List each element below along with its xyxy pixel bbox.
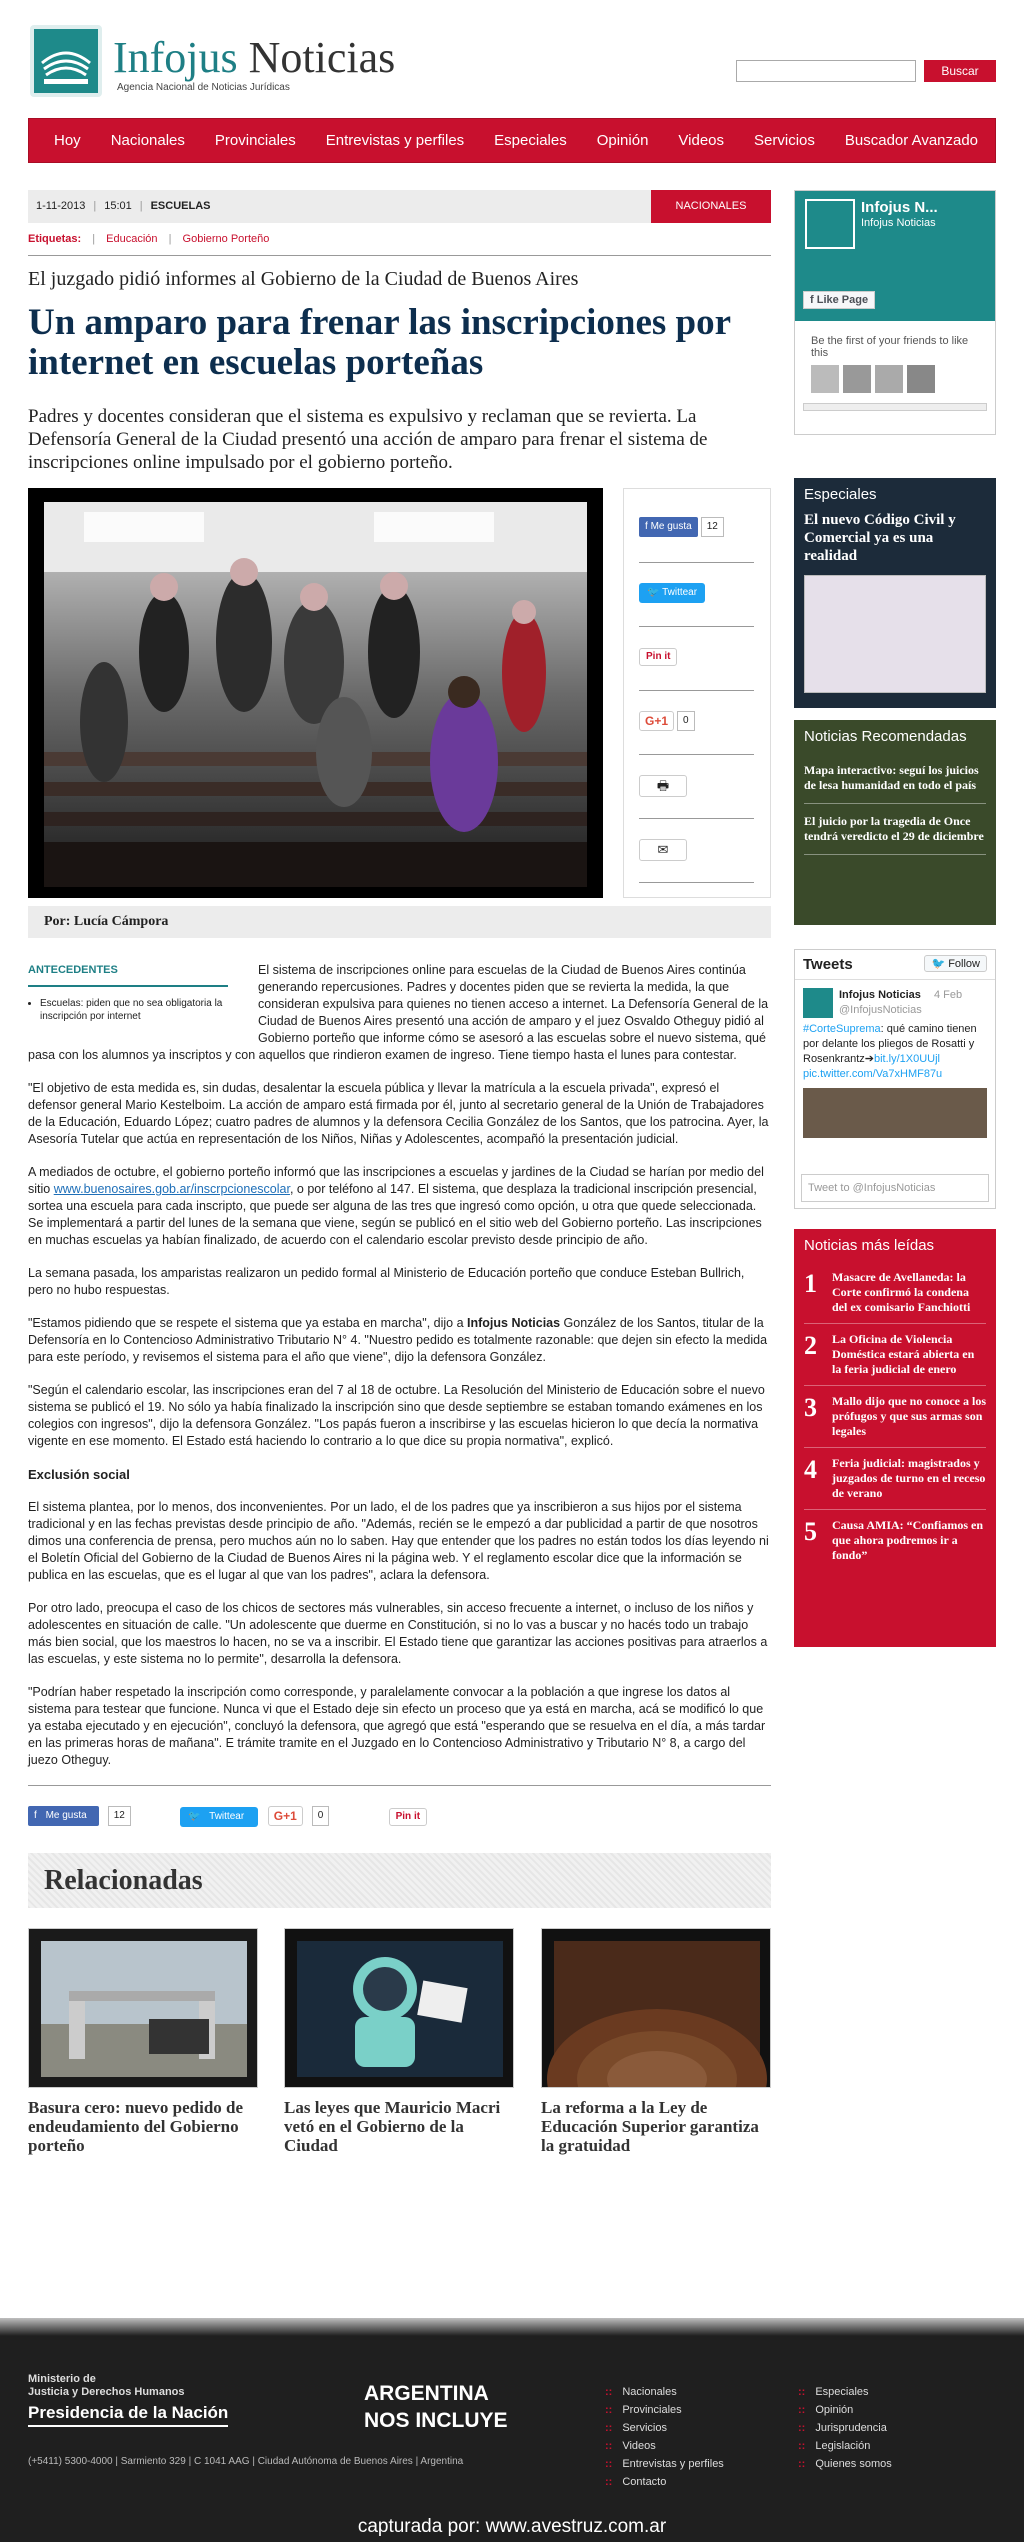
mas-leidas-title: Noticias más leídas <box>804 1237 935 1254</box>
paragraph: "Estamos pidiendo que se respete el sistema que ya estaba en marcha", dijo a Infojus Noticias González de los Santos, titular de la Defensoría en lo Contencioso Administrativo Tributario N° 4. "Nuestro pedido es totalmente razonable: que dejen sin efecto la medida para este período, y revisemos el sistema para el año que viene", dijo la defensora González. <box>28 1316 768 1364</box>
footer-gradient <box>0 2318 1024 2336</box>
media-row <box>28 488 771 898</box>
main-nav <box>28 118 996 163</box>
tweet-date: 4 Feb <box>933 989 963 1001</box>
print-icon[interactable]: 🖶 <box>639 775 687 797</box>
tweet <box>795 980 995 1146</box>
footer-link[interactable]: :: Provinciales <box>605 2401 724 2419</box>
article-column <box>28 190 771 2168</box>
related-title[interactable]: Las leyes que Mauricio Macri vetó en el Gobierno de la Ciudad <box>284 2098 501 2155</box>
mas-leida-item[interactable] <box>804 1510 986 1571</box>
footer-links-col2 <box>798 2383 892 2473</box>
nav-item-hoy[interactable]: Hoy <box>54 132 81 149</box>
related-title[interactable]: La reforma a la Ley de Educación Superior garantiza la gratuidad <box>541 2098 759 2155</box>
article-body <box>28 962 771 1769</box>
relacionadas-grid <box>28 1928 771 2168</box>
sidebar <box>794 190 996 1647</box>
rank-number: 2 <box>804 1331 817 1360</box>
tag-educacion[interactable]: Educación <box>106 233 158 245</box>
pin-it-button-bottom[interactable]: Pin it <box>389 1808 427 1826</box>
relacionadas-title: Relacionadas <box>28 1853 771 1908</box>
rank-title[interactable]: La Oficina de Violencia Doméstica estará abierta en la feria judicial de enero <box>832 1332 975 1376</box>
article-date: 1-11-2013 <box>36 200 86 212</box>
article-time: 15:01 <box>104 200 132 212</box>
facebook-page-widget <box>794 190 996 435</box>
nav-item-buscador[interactable]: Buscador Avanzado <box>844 132 979 149</box>
nav-item-nacionales[interactable]: Nacionales <box>110 132 185 149</box>
astronaut-veto-image <box>284 1928 514 2088</box>
footer-link[interactable]: :: Opinión <box>798 2401 892 2419</box>
fb-friends-avatars <box>795 359 995 399</box>
article-lead: Padres y docentes consideran que el sistema es expulsivo y reclaman que se revierta. La Defensoría General de la Ciudad presentó una acción de amparo para frenar el sistema de inscripciones online impulsado por el gobierno porteño. <box>28 406 708 473</box>
site-footer <box>0 2318 1024 2542</box>
chamber-image <box>541 1928 771 2088</box>
especiales-box[interactable] <box>794 478 996 708</box>
logo-subtitle: Agencia Nacional de Noticias Jurídicas <box>117 82 290 93</box>
tweet-pic-link[interactable]: pic.twitter.com/Va7xHMF87u <box>803 1068 943 1080</box>
article-headline: Un amparo para frenar las inscripciones por internet en escuelas porteñas <box>28 302 731 383</box>
google-plus-button[interactable]: G+1 <box>639 711 674 731</box>
mas-leida-item[interactable] <box>804 1324 986 1386</box>
recomendada-link[interactable]: Mapa interactivo: seguí los juicios de lesa humanidad en todo el país <box>804 753 986 804</box>
google-plus-count-bottom: 0 <box>312 1806 330 1826</box>
facebook-cover <box>795 191 995 321</box>
google-plus-count: 0 <box>677 711 695 731</box>
mas-leida-item[interactable] <box>804 1262 986 1324</box>
share-facebook <box>639 499 754 563</box>
truck-image <box>28 1928 258 2088</box>
nav-item-entrevistas[interactable]: Entrevistas y perfiles <box>325 132 465 149</box>
footer-link[interactable]: :: Quienes somos <box>798 2455 892 2473</box>
related-card[interactable] <box>284 1928 514 2155</box>
nav-item-videos[interactable]: Videos <box>678 132 725 149</box>
paragraph: Por otro lado, preocupa el caso de los chicos de sectores más vulnerables, sin acceso frecuente a internet, o incluso de los niños y adolescentes en situación de calle. "Un adolescente que duerme en Constitución, si no lo vas a buscar y no hacés todo un trabajo más bien social, que los maestros lo hacen, no se va a inscribir. El Estado tiene que garantizar las acciones positivas para atraerlos a las escuelas, y este sistema no lo permite", desarrolla la defensora. <box>28 1601 768 1666</box>
related-card[interactable] <box>28 1928 258 2155</box>
twitter-bird-icon: 🐦 <box>931 958 946 970</box>
recomendadas-box <box>794 720 996 925</box>
search-input[interactable] <box>736 60 916 82</box>
footer-link[interactable]: :: Entrevistas y perfiles <box>605 2455 724 2473</box>
inscripcion-link[interactable]: www.buenosaires.gob.ar/inscrpcionescolar <box>53 1182 290 1196</box>
tweet-handle: @InfojusNoticias <box>839 1004 922 1016</box>
share-email <box>639 819 754 883</box>
rank-number: 3 <box>804 1393 817 1422</box>
captured-by-watermark: capturada por: www.avestruz.com.ar <box>357 2516 667 2537</box>
tweet-link[interactable]: bit.ly/1X0UUjl <box>873 1053 940 1065</box>
footer-links-col1 <box>605 2383 724 2491</box>
tweet-text: : qué camino tienen por delante los pliegos de Rosatti y Rosenkrantz➔ <box>803 1023 977 1065</box>
footer-link[interactable]: :: Nacionales <box>605 2383 724 2401</box>
nav-item-opinion[interactable]: Opinión <box>596 132 649 149</box>
share-box <box>623 488 771 898</box>
widget-scrollbar[interactable] <box>803 403 987 411</box>
share-google <box>639 691 754 755</box>
subhead: Exclusión social <box>28 1467 130 1482</box>
article-kicker: El juzgado pidió informes al Gobierno de la Ciudad de Buenos Aires <box>28 268 579 290</box>
paragraph: El sistema plantea, por lo menos, dos inconvenientes. Por un lado, el de los padres que ya inscribieron a sus hijos por el sistema tradicional y en las fechas previstas desde principio de año. "Además, recién se le empezó a dar publicidad a partir de que nosotros dimos una conferencia de prensa, pero muchos aún no lo saben. Hay que entender que los padres no están todos los días leyendo ni el Boletín Oficial del Gobierno de la Ciudad de Buenos Aires ni la página web. Y el reglamento escolar dice que la información se publica en las escuelas, que es el lugar al que van los padres", aclara la defensora. <box>28 1500 769 1582</box>
fb-friends-text: Be the first of your friends to like this <box>811 335 969 359</box>
footer-link[interactable]: :: Videos <box>605 2437 724 2455</box>
book-logo-icon <box>30 25 102 97</box>
nav-item-provinciales[interactable]: Provinciales <box>214 132 296 149</box>
facebook-icon: f <box>810 294 814 306</box>
footer-link[interactable]: :: Legislación <box>798 2437 892 2455</box>
share-twitter <box>639 563 754 627</box>
paragraph: "Según el calendario escolar, las inscripciones eran del 7 al 18 de octubre. La Resolución del Ministerio de Educación sobre el nuevo sistema se publicó el 19. No sólo ya había finalizado la inscripción sino que desde septiembre se estaban tomando exámenes en los colegios con ingresos", dijo la defensora González. "Los papás fueron a inscribirse y las escuelas hicieron lo que decía la normativa vigente en ese momento. El Estado está haciendo lo contrario a lo que dice su propia normativa", explicó. <box>28 1383 765 1448</box>
tweets-title: Tweets <box>803 956 853 973</box>
rank-title[interactable]: Mallo dijo que no conoce a los prófugos y que sus armas son legales <box>832 1394 987 1438</box>
fb-page-name[interactable]: Infojus N... <box>861 199 938 216</box>
ministry-logo[interactable]: Ministerio de Justicia y Derechos Humanos <box>28 2373 185 2398</box>
fb-page-likes: Infojus Noticias <box>861 217 936 229</box>
presidencia-logo[interactable]: Presidencia de la Nación <box>28 2403 228 2427</box>
facebook-like-button[interactable]: f Me gusta <box>639 517 698 537</box>
book-logo-icon <box>805 199 855 249</box>
footer-contact: (+5411) 5300-4000 | Sarmiento 329 | C 1041 AAG | Ciudad Autónoma de Buenos Aires | Argentina <box>28 2456 464 2467</box>
footer-link[interactable]: :: Servicios <box>605 2419 724 2437</box>
nav-item-servicios[interactable]: Servicios <box>754 132 815 149</box>
article-category[interactable]: ESCUELAS <box>150 200 211 212</box>
students-stairs-image <box>44 502 587 887</box>
email-icon[interactable]: ✉ <box>639 839 687 861</box>
section-badge[interactable]: NACIONALES <box>651 190 771 223</box>
antecedentes-link[interactable]: • Escuelas: piden que no sea obligatoria la inscripción por internet <box>40 997 228 1023</box>
footer-link[interactable]: :: Contacto <box>605 2473 724 2491</box>
twitter-widget <box>794 949 996 1209</box>
rank-title[interactable]: Masacre de Avellaneda: la Corte confirmó la condena del ex comisario Fanchiotti <box>832 1270 971 1314</box>
article-meta-bar: 1-11-2013 | 15:01 | ESCUELAS NACIONALES <box>28 190 771 223</box>
related-title[interactable]: Basura cero: nuevo pedido de endeudamiento del Gobierno porteño <box>28 2098 244 2155</box>
search-button[interactable]: Buscar <box>924 60 996 82</box>
footer-link[interactable]: :: Especiales <box>798 2383 892 2401</box>
twitter-bird-icon: 🐦 <box>647 587 660 598</box>
tweet-hashtag[interactable]: #CorteSuprema <box>803 1023 881 1035</box>
paragraph: La semana pasada, los amparistas realizaron un pedido formal al Ministerio de Educación porteño que conduce Esteban Bullrich, pero no hubo respuestas. <box>28 1266 745 1297</box>
avatar <box>811 365 839 393</box>
facebook-like-button-bottom[interactable]: f Me gusta <box>28 1806 99 1826</box>
avatar <box>803 988 833 1018</box>
rank-title[interactable]: Causa AMIA: “Confiamos en que ahora podremos ir a fondo” <box>832 1518 984 1562</box>
tag-gobierno-porteno[interactable]: Gobierno Porteño <box>182 233 270 245</box>
avatar <box>907 365 935 393</box>
twitter-follow-button[interactable]: 🐦 Follow <box>924 955 987 972</box>
tweet-to-input[interactable]: Tweet to @InfojusNoticias <box>801 1174 989 1202</box>
argentina-logo: ARGENTINA NOS INCLUYE <box>364 2382 508 2432</box>
article-photo <box>28 488 603 898</box>
paragraph: "El objetivo de esta medida es, sin dudas, desalentar la escuela pública y llevar la matrícula a la escuela privada", expresó el defensor general Mario Kestelboim. La acción de amparo está firmada por él, junto al secretario general de la Unión de Trabajadores de la Educación, Eduardo López; cuatro padres de alumnos y la defensora Cecilia González de los Santos, que los patrocina. Ayer, la Asesoría Tutelar que actúa en representación de los Niños, Niñas y Adolescentes, acompañó la presentación judicial. <box>28 1081 769 1146</box>
twitter-bird-icon: 🐦 <box>188 1811 201 1823</box>
fb-like-page-button[interactable]: f Like Page <box>803 291 875 309</box>
antecedentes-title: ANTECEDENTES <box>28 962 228 987</box>
pin-it-button[interactable]: Pin it <box>639 648 677 666</box>
especiales-title: Especiales <box>804 486 877 503</box>
site-logo[interactable] <box>28 22 408 102</box>
share-bottom-bar <box>28 1785 771 1833</box>
related-card[interactable] <box>541 1928 771 2155</box>
rank-number: 5 <box>804 1517 817 1546</box>
logo-title: Infojus Noticias <box>113 33 396 82</box>
tags-row: Etiquetas: | Educación | Gobierno Porteño <box>28 233 771 256</box>
avatar <box>875 365 903 393</box>
antecedentes-box <box>28 962 228 1023</box>
tweet-author[interactable]: Infojus Noticias <box>839 989 921 1001</box>
tags-label: Etiquetas: <box>28 233 82 245</box>
tweet-image[interactable] <box>803 1088 987 1138</box>
recomendada-link[interactable]: El juicio por la tragedia de Once tendrá veredicto el 29 de diciembre <box>804 804 986 855</box>
paragraph: "Podrían haber respetado la inscripción como corresponde, y paralelamente convocar a la población a que ingrese los datos al sistema para testear que funcione. Nunca vi que el Estado deje sin efecto un proceso que ya está en marcha, acá se modificó lo que ya estaba ejecutado y en ejecución", concluyó la defensora, que agregó que está "esperando que se resuelva en el día, a más tardar en las primeras horas de mañana". E trámite tramite en el Juzgado en lo Contencioso Administrativo y Tributario N° 8, a cargo del juezo Otheguy. <box>28 1685 766 1767</box>
recomendadas-title: Noticias Recomendadas <box>804 728 967 745</box>
paragraph: El sistema de inscripciones online para escuelas de la Ciudad de Buenos Aires continúa generando repercusiones. Padres y docentes piden que se revierta la medida, la que consideran expulsiva para quienes no tienen acceso a internet. La Defensoría General de la Ciudad de Buenos Aires presentó una acción de amparo y el juez Osvaldo Otheguy pidió al Gobierno porteño que informe cómo se asesoró a las escuelas sobre el nuevo sistema, qué pasa con los alumnos ya inscriptos y con aquellos que rindieron examen de ingreso. Tiene tiempo hasta el lunes para contestar. <box>28 963 769 1062</box>
facebook-icon: f <box>34 1810 37 1821</box>
facebook-count: 12 <box>701 517 724 537</box>
facebook-count-bottom: 12 <box>108 1806 131 1826</box>
facebook-icon: f <box>645 521 648 532</box>
paragraph: A mediados de octubre, el gobierno porteño informó que las inscripciones a escuelas y jardines de la Ciudad se harían por medio del sitio www.buenosaires.gob.ar/inscrpcionescolar, o por teléfono al 147. El sistema, que desplaza la tradicional inscripción presencial, sortea una escuela para cada inscripto, que puede ser alguna de las tres que ingresó como opción, u otra que quede seleccionada. Se implementará a partir del lunes de la semana que viene, según se publicó en el sitio web del Gobierno porteño. Las inscripciones en muchas escuelas ya habían finalizado, de acuerdo con el calendario escolar previsto desde principio de año. <box>28 1165 764 1247</box>
mas-leida-item[interactable] <box>804 1448 986 1510</box>
tweet-button-bottom[interactable]: 🐦 Twittear <box>180 1807 258 1827</box>
rank-title[interactable]: Feria judicial: magistrados y juzgados de turno en el receso de verano <box>832 1456 986 1500</box>
mas-leida-item[interactable] <box>804 1386 986 1448</box>
share-print <box>639 755 754 819</box>
article-byline: Por: Lucía Cámpora <box>28 906 771 938</box>
nav-item-especiales[interactable]: Especiales <box>494 132 567 149</box>
mas-leidas-box <box>794 1229 996 1647</box>
codigo-civil-image <box>804 575 986 693</box>
avatar <box>843 365 871 393</box>
tweet-button[interactable]: 🐦 Twittear <box>639 583 705 603</box>
google-plus-button-bottom[interactable]: G+1 <box>268 1806 303 1826</box>
share-pinterest <box>639 627 754 691</box>
especiales-headline[interactable]: El nuevo Código Civil y Comercial ya es una realidad <box>804 512 956 564</box>
rank-number: 4 <box>804 1455 817 1484</box>
rank-number: 1 <box>804 1269 817 1298</box>
site-header <box>28 22 996 102</box>
footer-link[interactable]: :: Jurisprudencia <box>798 2419 892 2437</box>
